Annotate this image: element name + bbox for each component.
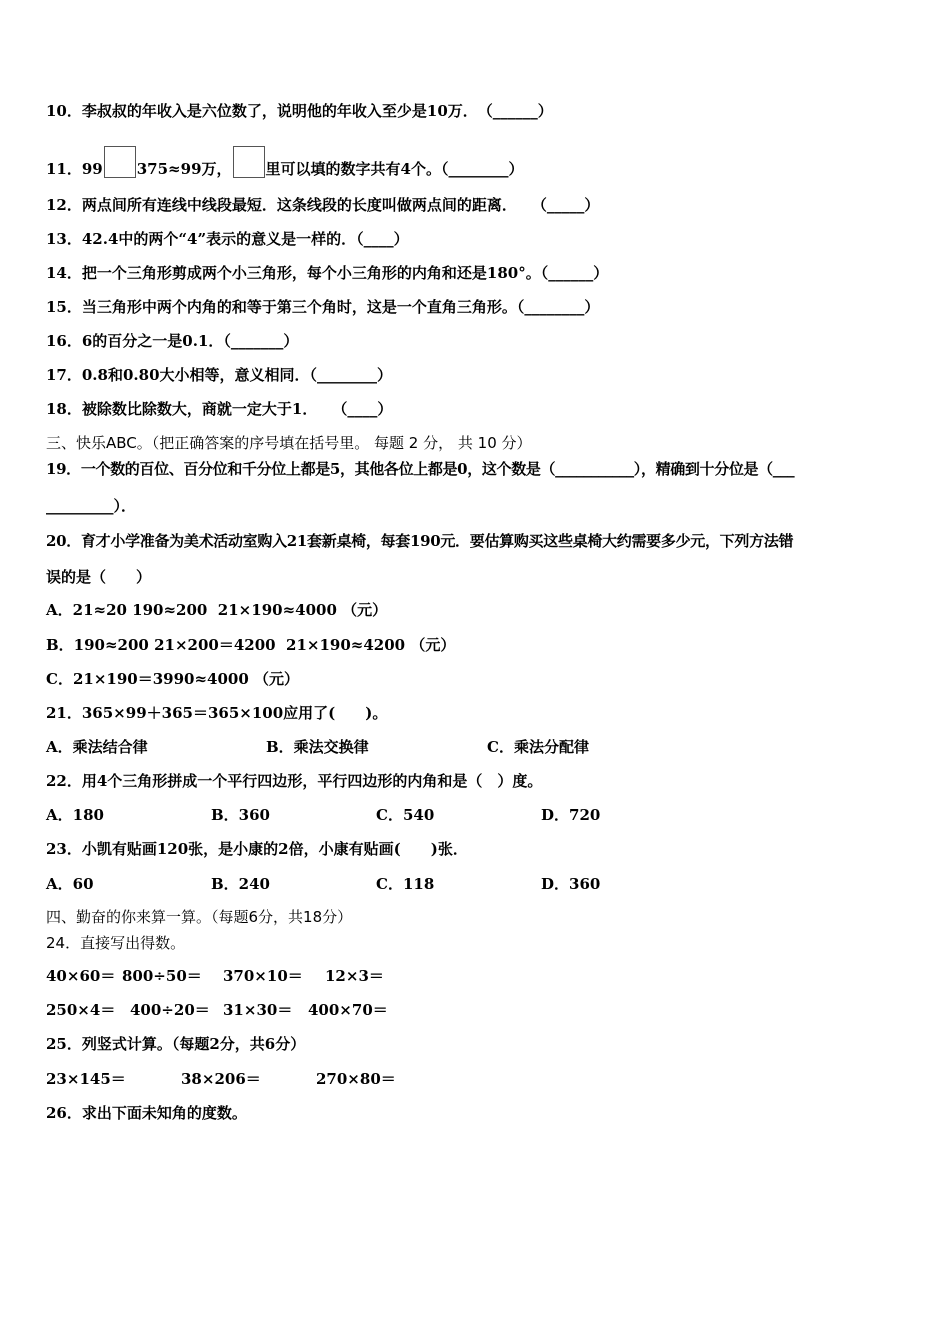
q22-option-d: D．720 [541,806,601,824]
question-23: 23．小凯有贴画120张，是小康的2倍，小康有贴画( )张． [46,840,468,858]
question-21: 21．365×99＋365＝365×100应用了( )。 [46,704,388,722]
question-20-line-2: 误的是（ ） [46,568,152,586]
q24-calc: 370×10＝ [223,967,303,985]
question-19-line-2: _________）． [46,497,137,515]
q24-calc: 400×70＝ [308,1001,388,1019]
question-26: 26．求出下面未知角的度数。 [46,1104,247,1122]
question-16: 16．6的百分之一是0.1．（_______） [46,332,299,350]
question-20-line-1: 20．育才小学准备为美术活动室购入21套新桌椅，每套190元．要估算购买这些桌椅大约需要多少元，下列方法错 [46,532,794,550]
q22-option-c: C．540 [376,806,435,824]
q23-option-d: D．360 [541,875,601,893]
q24-calc: 400÷20＝ [130,1001,210,1019]
question-22: 22．用4个三角形拼成一个平行四边形，平行四边形的内角和是（ ）度。 [46,772,543,790]
q25-calc: 23×145＝ [46,1070,126,1088]
q24-calc: 40×60＝ [46,967,116,985]
q24-calc: 12×3＝ [325,967,384,985]
question-10: 10．李叔叔的年收入是六位数了，说明他的年收入至少是10万． （______） [46,102,553,120]
question-11 [46,146,523,179]
q22-option-a: A．180 [46,806,104,824]
q21-option-c: C．乘法分配律 [487,738,589,756]
section-4-heading: 四、勤奋的你来算一算。（每题6分，共18分） [46,908,353,926]
question-15: 15．当三角形中两个内角的和等于第三个角时，这是一个直角三角形。（________） [46,298,600,316]
q20-option-a: A．21≈20 190≈200 21×190≈4000 （元） [46,601,388,619]
question-11-number: 11． [46,160,82,178]
q25-calc: 38×206＝ [181,1070,261,1088]
question-12: 12．两点间所有连线中线段最短．这条线段的长度叫做两点间的距离． （_____） [46,196,600,214]
blank-box-2[interactable] [233,146,265,178]
question-25: 25．列竖式计算。（每题2分，共6分） [46,1035,306,1053]
q21-option-a: A．乘法结合律 [46,738,148,756]
question-11-part-a: 99 [81,160,103,178]
blank-box-1[interactable] [104,146,136,178]
q23-option-b: B．240 [211,875,270,893]
question-11-part-b: 375≈99万， [136,160,232,178]
q21-option-b: B．乘法交换律 [266,738,369,756]
q25-calc: 270×80＝ [316,1070,396,1088]
question-19-line-1: 19．一个数的百位、百分位和千分位上都是5，其他各位上都是0，这个数是（___________），精确到十分位是（___ [46,460,795,478]
question-24: 24．直接写出得数。 [46,934,186,952]
q20-option-b: B．190≈200 21×200＝4200 21×190≈4200 （元） [46,636,456,654]
q20-option-c: C．21×190＝3990≈4000 （元） [46,670,299,688]
question-17: 17．0.8和0.80大小相等，意义相同．（________） [46,366,393,384]
q24-calc: 250×4＝ [46,1001,116,1019]
section-3-heading: 三、快乐ABC。（把正确答案的序号填在括号里。 每题 2 分， 共 10 分） [46,434,532,452]
question-14: 14．把一个三角形剪成两个小三角形，每个小三角形的内角和还是180°。（______） [46,264,609,282]
question-13: 13．42.4中的两个“4”表示的意义是一样的．（____） [46,230,409,248]
q24-calc: 31×30＝ [223,1001,293,1019]
q24-calc: 800÷50＝ [122,967,202,985]
q23-option-c: C．118 [376,875,435,893]
question-18: 18．被除数比除数大，商就一定大于1． （____） [46,400,393,418]
question-11-part-c: 里可以填的数字共有4个。（________） [265,160,524,178]
q23-option-a: A．60 [46,875,94,893]
q22-option-b: B．360 [211,806,270,824]
